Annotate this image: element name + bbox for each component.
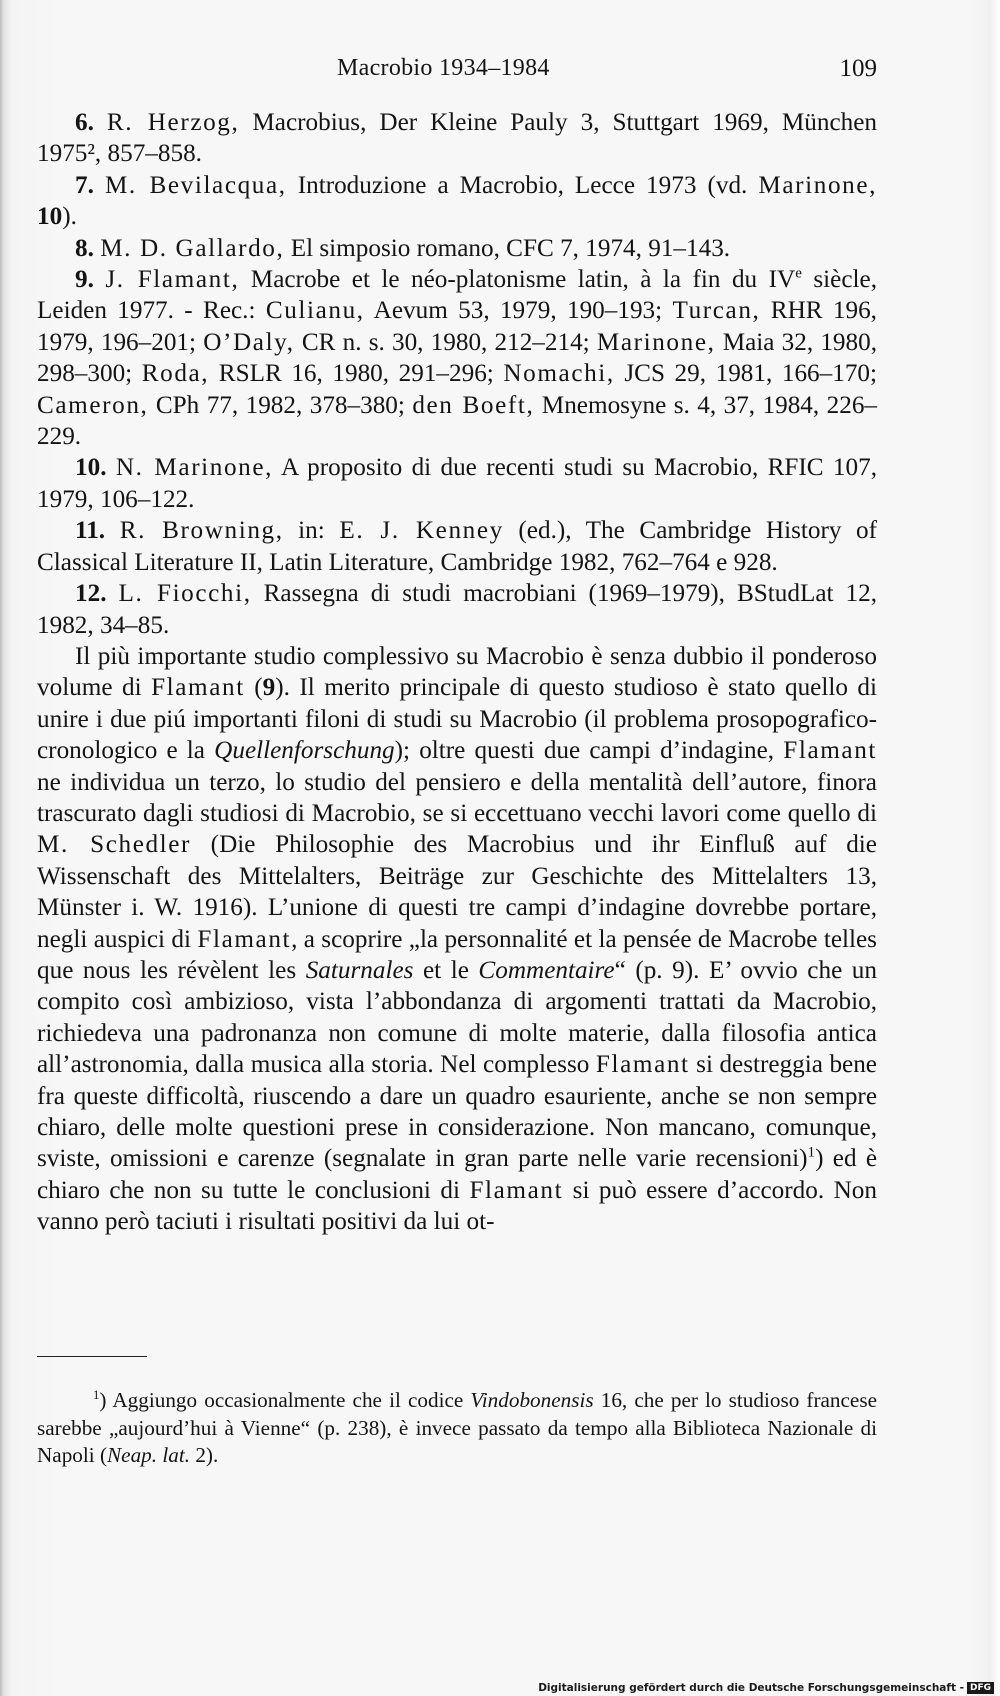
review-author: Marinone, <box>596 328 716 356</box>
footnotes <box>37 1387 877 1470</box>
entry-text: siècle, Leiden 1977. - Rec.: <box>37 266 877 325</box>
entry-text: El simposio romano, CFC 7, 1974, 91–143. <box>284 234 731 262</box>
reference-number: 9 <box>262 674 276 702</box>
entry-text: Rassegna di studi macrobiani (1969–1979), BStudLat 12, 1982, 34–85. <box>37 580 877 639</box>
paragraph-text: ); oltre questi due campi d’indagine, <box>394 737 784 765</box>
entry-author: R. Browning, <box>119 517 284 545</box>
body-paragraph <box>37 641 877 1238</box>
entry-cited-author: Marinone, <box>758 171 878 199</box>
review-author: O’Daly, <box>203 328 295 356</box>
entry-editor: E. J. Kenney <box>339 517 504 545</box>
paragraph-text: si può essere d’accordo. Non vanno però taciuti i risultati positivi da lui ot- <box>37 1176 877 1236</box>
paragraph-text: si destreggia bene fra queste difficoltà, riuscendo a dare un quadro esauriente, anche se non sempre chiaro, delle molte questioni prese in considerazione. Non mancano, comunque, sviste, omissioni e carenze (segnalate in gran parte nelle varie recensioni) <box>37 1051 877 1173</box>
entry-ref-number: 10 <box>37 203 63 231</box>
entry-text: Macrobe et le néo-platonisme latin, à la fin du IV <box>239 266 796 294</box>
entry-author: L. Fiocchi, <box>118 580 252 608</box>
entry-text: Macrobius, Der Kleine Pauly 3, Stuttgart 1969, München 1975², 857–858. <box>37 109 877 168</box>
italic-term: Commentaire <box>478 956 615 984</box>
paragraph-text: ( <box>244 674 263 702</box>
footnote-divider <box>37 1356 147 1357</box>
bibliography-entry-9 <box>37 264 877 452</box>
review-ref: CPh 77, 1982, 378–380; <box>148 391 413 419</box>
italic-term: Saturnales <box>305 956 414 984</box>
cited-author: Flamant <box>151 674 245 702</box>
cited-author: Flamant <box>197 925 292 953</box>
footnote-text: 2). <box>190 1443 219 1467</box>
review-author: Turcan, <box>672 297 761 325</box>
cited-author: Flamant <box>469 1176 564 1204</box>
cited-author: Flamant <box>595 1051 690 1079</box>
entry-number: 11. <box>75 517 106 545</box>
review-ref: JCS 29, 1981, 166–170; <box>614 360 877 388</box>
review-ref: Maia 32, 1980, 298–300; <box>37 328 877 388</box>
review-author: den Boeft, <box>412 391 535 419</box>
bibliography-entry-11 <box>37 515 877 578</box>
review-ref: CR n. s. 30, 1980, 212–214; <box>294 328 597 356</box>
review-author: Culianu, <box>265 297 365 325</box>
footnote-text: 16, che per lo studioso francese sarebbe „aujourd’hui à Vienne“ (p. 238), è invece passato da tempo alla Biblioteca Nazionale di Napoli ( <box>37 1388 877 1467</box>
bibliography-entry-12 <box>37 578 877 641</box>
footnote-number: 1 <box>93 1387 100 1402</box>
page-header <box>37 55 877 95</box>
paragraph-text: ne individua un terzo, lo studio del pensiero e della mentalità dell’autore, finora trascurato dagli studiosi di Macrobio, se si eccettuano vecchi lavori come quello di <box>37 768 877 827</box>
entry-author: R. Herzog, <box>106 109 240 136</box>
paragraph-text: ) ed è chiaro che non su tutte le conclusioni di <box>37 1145 878 1204</box>
entry-text: Introduzione a Macrobio, Lecce 1973 (vd. <box>286 171 759 199</box>
review-ref: Mnemosyne s. 4, 37, 1984, 226–229. <box>37 391 878 451</box>
entry-number: 8. <box>75 234 94 262</box>
page-body <box>37 107 877 1238</box>
credit-text: Digitalisierung gefördert durch die Deutsche Forschungsgemeinschaft - <box>538 1682 964 1694</box>
italic-term: Quellenforschung <box>214 737 395 765</box>
footnote-1 <box>37 1387 877 1470</box>
entry-number: 6. <box>75 109 94 136</box>
entry-number: 9. <box>75 266 94 294</box>
footnote-italic: Neap. lat. <box>107 1443 191 1467</box>
paragraph-text: (Die Philosophie des Macrobius und ihr Einfluß auf die Wissenschaft des Mittelalters, Beiträge zur Geschichte des Mittelalters 13, Münster i. W. 1916). L’unione di questi tre campi d’indagine dovrebbe portare, negli auspici di <box>37 831 877 953</box>
running-title: Macrobio 1934–1984 <box>337 55 550 81</box>
review-author: Nomachi, <box>503 360 615 388</box>
entry-text: in: <box>283 517 340 545</box>
page-number: 109 <box>839 55 877 82</box>
bibliography-entry-7 <box>37 170 877 233</box>
entry-author: N. Marinone, <box>115 454 274 482</box>
superscript-e: e <box>795 265 802 282</box>
footnote-marker: 1 <box>807 1145 816 1162</box>
bibliography-entry-10 <box>37 452 877 515</box>
footnote-text: ) Aggiungo occasionalmente che il codice <box>99 1388 471 1412</box>
entry-number: 10. <box>75 454 107 482</box>
paragraph-text: Il più importante studio complessivo su Macrobio è senza dubbio il ponderoso volume di <box>37 642 877 702</box>
digitization-credit <box>538 1682 994 1694</box>
entry-author: J. Flamant, <box>105 266 240 294</box>
cited-author: M. Schedler <box>37 831 192 859</box>
footnote-italic: Vindobonensis <box>470 1388 594 1412</box>
review-ref: RSLR 16, 1980, 291–296; <box>209 360 504 388</box>
entry-author: M. D. Gallardo, <box>100 234 285 262</box>
bibliography-entry-8 <box>37 233 877 264</box>
paragraph-text: “ (p. 9). E’ ovvio che un compito così ambizioso, vista l’abbondanza di argomenti trattati da Macrobio, richiedeva una padronanza non comune di molte materie, dalla filosofia antica all’astronomia, dalla musica alla storia. Nel complesso <box>37 956 877 1079</box>
review-author: Cameron, <box>37 391 149 419</box>
paragraph-text: , a scoprire „la personnalité et la pensée de Macrobe telles que nous les révèlent les <box>37 925 877 984</box>
review-ref: RHR 196, 1979, 196–201; <box>37 297 877 356</box>
entry-tail: ). <box>62 203 77 231</box>
review-author: Roda, <box>141 360 210 388</box>
paragraph-text: et le <box>413 956 479 984</box>
cited-author: Flamant <box>783 737 877 765</box>
entry-number: 7. <box>75 171 94 199</box>
paragraph-text: ). Il merito principale di questo studioso è stato quello di unire i due piú importanti filoni di studi su Macrobio (il problema prosopografico-cronologico e la <box>37 674 877 765</box>
entry-text: (ed.), The Cambridge History of Classical Literature II, Latin Literature, Cambridge 1982, 762–764 e 928. <box>37 517 878 576</box>
entry-number: 12. <box>75 580 107 608</box>
entry-author: M. Bevilacqua, <box>104 171 287 199</box>
dfg-logo: DFG <box>967 1682 994 1694</box>
entry-text: A proposito di due recenti studi su Macrobio, RFIC 107, 1979, 106–122. <box>37 454 877 513</box>
review-ref: Aevum 53, 1979, 190–193; <box>364 297 673 325</box>
bibliography-entry-6 <box>37 107 877 170</box>
